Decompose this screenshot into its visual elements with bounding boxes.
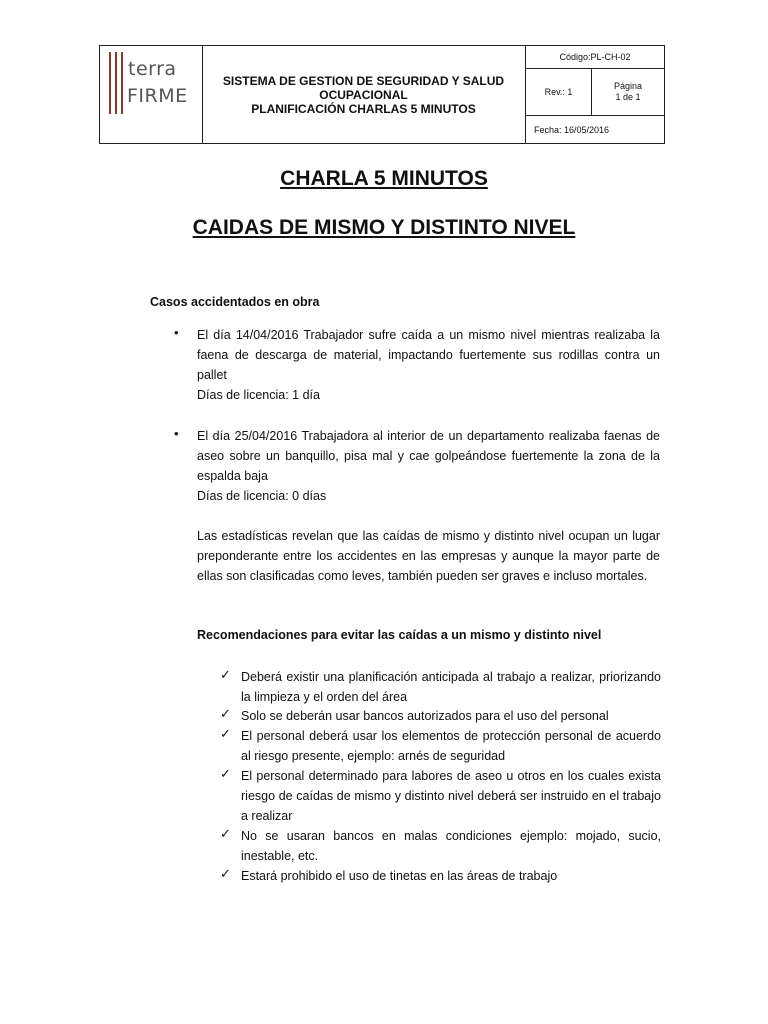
recommendation-item: Estará prohibido el uso de tinetas en las áreas de trabajo <box>241 869 558 883</box>
document-code: Código:PL-CH-02 <box>526 46 664 69</box>
cases-heading: Casos accidentados en obra <box>150 295 320 309</box>
header-title <box>202 46 526 143</box>
page-label: Página <box>613 81 643 91</box>
logo-text-terra: terra <box>128 58 177 80</box>
company-logo <box>100 46 203 143</box>
check-icon: ✓ <box>220 766 231 781</box>
recommendation-item: El personal determinado para labores de aseo u otros en los cuales exista riesgo de caídas de mismo y distinto nivel deberá ser instruido en el trabajo a realizar <box>241 769 661 823</box>
case-days: Días de licencia: 0 días <box>197 489 327 503</box>
case-text: El día 14/04/2016 Trabajador sufre caída a un mismo nivel mientras realizaba la faena de descarga de material, impactando fuertemente sus rodillas contra un pallet <box>197 328 660 382</box>
recommendations-heading: Recomendaciones para evitar las caídas a un mismo y distinto nivel <box>197 628 602 642</box>
statistics-paragraph: Las estadísticas revelan que las caídas de mismo y distinto nivel ocupan un lugar preponderante entre los accidentes en las empresas y aunque la mayor parte de ellas son clasificadas como leves, también pueden ser graves e incluso mortales. <box>197 529 660 583</box>
check-icon: ✓ <box>220 667 231 682</box>
document-header <box>99 45 665 144</box>
logo-text-firme: FIRME <box>127 85 188 107</box>
check-icon: ✓ <box>220 826 231 841</box>
check-icon: ✓ <box>220 706 231 721</box>
bullet-icon: • <box>174 426 179 441</box>
header-title-line1: SISTEMA DE GESTION DE SEGURIDAD Y SALUD <box>222 73 505 88</box>
header-title-line2: OCUPACIONAL <box>319 87 408 102</box>
case-item <box>197 426 660 506</box>
recommendation-item: Solo se deberán usar bancos autorizados para el uso del personal <box>241 709 609 723</box>
revision-number: Rev.: 1 <box>526 69 592 115</box>
header-title-line3: PLANIFICACIÓN CHARLAS 5 MINUTOS <box>251 101 476 116</box>
document-date: Fecha: 16/05/2016 <box>534 124 610 135</box>
case-days: Días de licencia: 1 día <box>197 388 320 402</box>
bullet-icon: • <box>174 325 179 340</box>
revision-row <box>526 69 664 116</box>
page-number <box>592 69 664 115</box>
page-subtitle: CAIDAS DE MISMO Y DISTINTO NIVEL <box>192 216 576 239</box>
logo-bars-icon <box>109 52 125 114</box>
page-value: 1 de 1 <box>615 92 641 102</box>
recommendation-item: No se usaran bancos en malas condiciones ejemplo: mojado, sucio, inestable, etc. <box>241 829 661 863</box>
page-title: CHARLA 5 MINUTOS <box>280 167 488 190</box>
check-icon: ✓ <box>220 866 231 881</box>
case-item <box>197 325 660 405</box>
case-text: El día 25/04/2016 Trabajadora al interior de un departamento realizaba faenas de aseo sobre un banquillo, pisa mal y cae golpeándose fuertemente la zona de la espalda baja <box>197 429 660 483</box>
recommendation-item: Deberá existir una planificación anticipada al trabajo a realizar, priorizando la limpieza y el orden del área <box>241 670 661 704</box>
recommendation-item: El personal deberá usar los elementos de protección personal de acuerdo al riesgo presente, ejemplo: arnés de seguridad <box>241 729 661 763</box>
check-icon: ✓ <box>220 726 231 741</box>
